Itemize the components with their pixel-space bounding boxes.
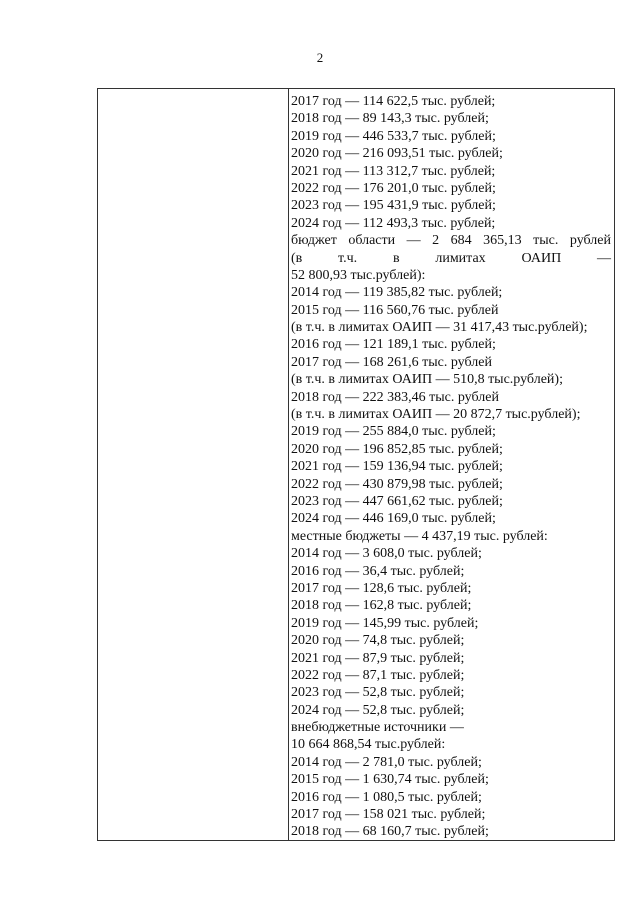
funding-line: 2023 год — 447 661,62 тыс. рублей; bbox=[291, 493, 503, 509]
funding-line: 2018 год — 162,8 тыс. рублей; bbox=[291, 598, 472, 614]
funding-line: (в т.ч. в лимитах ОАИП — 31 417,43 тыс.рублей); bbox=[291, 320, 588, 336]
funding-line: 2024 год — 112 493,3 тыс. рублей; bbox=[291, 215, 496, 231]
funding-line: 2017 год — 114 622,5 тыс. рублей; bbox=[291, 94, 496, 109]
funding-line: 2020 год — 74,8 тыс. рублей; bbox=[291, 633, 465, 649]
funding-line: 2018 год — 89 143,3 тыс. рублей; bbox=[291, 111, 489, 127]
funding-line: 2017 год — 158 021 тыс. рублей; bbox=[291, 807, 486, 823]
funding-line: 2022 год — 87,1 тыс. рублей; bbox=[291, 667, 465, 683]
table-right-cell bbox=[291, 93, 611, 841]
funding-line: 52 800,93 тыс.рублей): bbox=[291, 267, 426, 283]
funding-line: 2023 год — 195 431,9 тыс. рублей; bbox=[291, 198, 496, 214]
funding-line: 2014 год — 3 608,0 тыс. рублей; bbox=[291, 546, 482, 562]
funding-line: 2016 год — 121 189,1 тыс. рублей; bbox=[291, 337, 496, 353]
funding-line: 2015 год — 1 630,74 тыс. рублей; bbox=[291, 772, 489, 788]
funding-line: 2021 год — 113 312,7 тыс. рублей; bbox=[291, 163, 496, 179]
table-left-cell bbox=[98, 89, 288, 840]
funding-line: 2024 год — 446 169,0 тыс. рублей; bbox=[291, 511, 496, 527]
funding-line: 10 664 868,54 тыс.рублей: bbox=[291, 737, 446, 753]
funding-line: 2019 год — 446 533,7 тыс. рублей; bbox=[291, 128, 496, 144]
funding-line: 2022 год — 176 201,0 тыс. рублей; bbox=[291, 180, 496, 196]
funding-line: 2014 год — 119 385,82 тыс. рублей; bbox=[291, 285, 503, 301]
funding-line: (в т.ч. в лимитах ОАИП — bbox=[291, 250, 611, 266]
funding-line: 2016 год — 1 080,5 тыс. рублей; bbox=[291, 789, 482, 805]
funding-line: 2016 год — 36,4 тыс. рублей; bbox=[291, 563, 465, 579]
funding-line: 2014 год — 2 781,0 тыс. рублей; bbox=[291, 754, 482, 770]
page-number: 2 bbox=[316, 50, 324, 65]
funding-line: 2018 год — 222 383,46 тыс. рублей bbox=[291, 389, 499, 405]
funding-line: 2022 год — 430 879,98 тыс. рублей; bbox=[291, 476, 503, 492]
funding-line: 2020 год — 196 852,85 тыс. рублей; bbox=[291, 441, 503, 457]
funding-line: (в т.ч. в лимитах ОАИП — 510,8 тыс.рублей); bbox=[291, 372, 563, 388]
funding-line: 2023 год — 52,8 тыс. рублей; bbox=[291, 685, 465, 701]
funding-line: 2021 год — 159 136,94 тыс. рублей; bbox=[291, 459, 503, 475]
funding-line: 2019 год — 145,99 тыс. рублей; bbox=[291, 615, 479, 631]
funding-line: 2024 год — 52,8 тыс. рублей; bbox=[291, 702, 465, 718]
funding-line: (в т.ч. в лимитах ОАИП — 20 872,7 тыс.рублей); bbox=[291, 407, 581, 423]
funding-line: 2018 год — 68 160,7 тыс. рублей; bbox=[291, 824, 489, 840]
funding-line: 2017 год — 128,6 тыс. рублей; bbox=[291, 580, 472, 596]
funding-line: местные бюджеты — 4 437,19 тыс. рублей: bbox=[291, 528, 548, 544]
funding-table bbox=[97, 88, 615, 841]
funding-line: 2019 год — 255 884,0 тыс. рублей; bbox=[291, 424, 496, 440]
funding-line: 2017 год — 168 261,6 тыс. рублей bbox=[291, 354, 492, 370]
funding-line: внебюджетные источники — bbox=[291, 720, 464, 736]
column-divider bbox=[288, 89, 289, 840]
funding-line: 2015 год — 116 560,76 тыс. рублей bbox=[291, 302, 499, 318]
funding-line: бюджет области — 2 684 365,13 тыс. рублей bbox=[291, 233, 611, 249]
funding-line: 2020 год — 216 093,51 тыс. рублей; bbox=[291, 146, 503, 162]
funding-line: 2021 год — 87,9 тыс. рублей; bbox=[291, 650, 465, 666]
